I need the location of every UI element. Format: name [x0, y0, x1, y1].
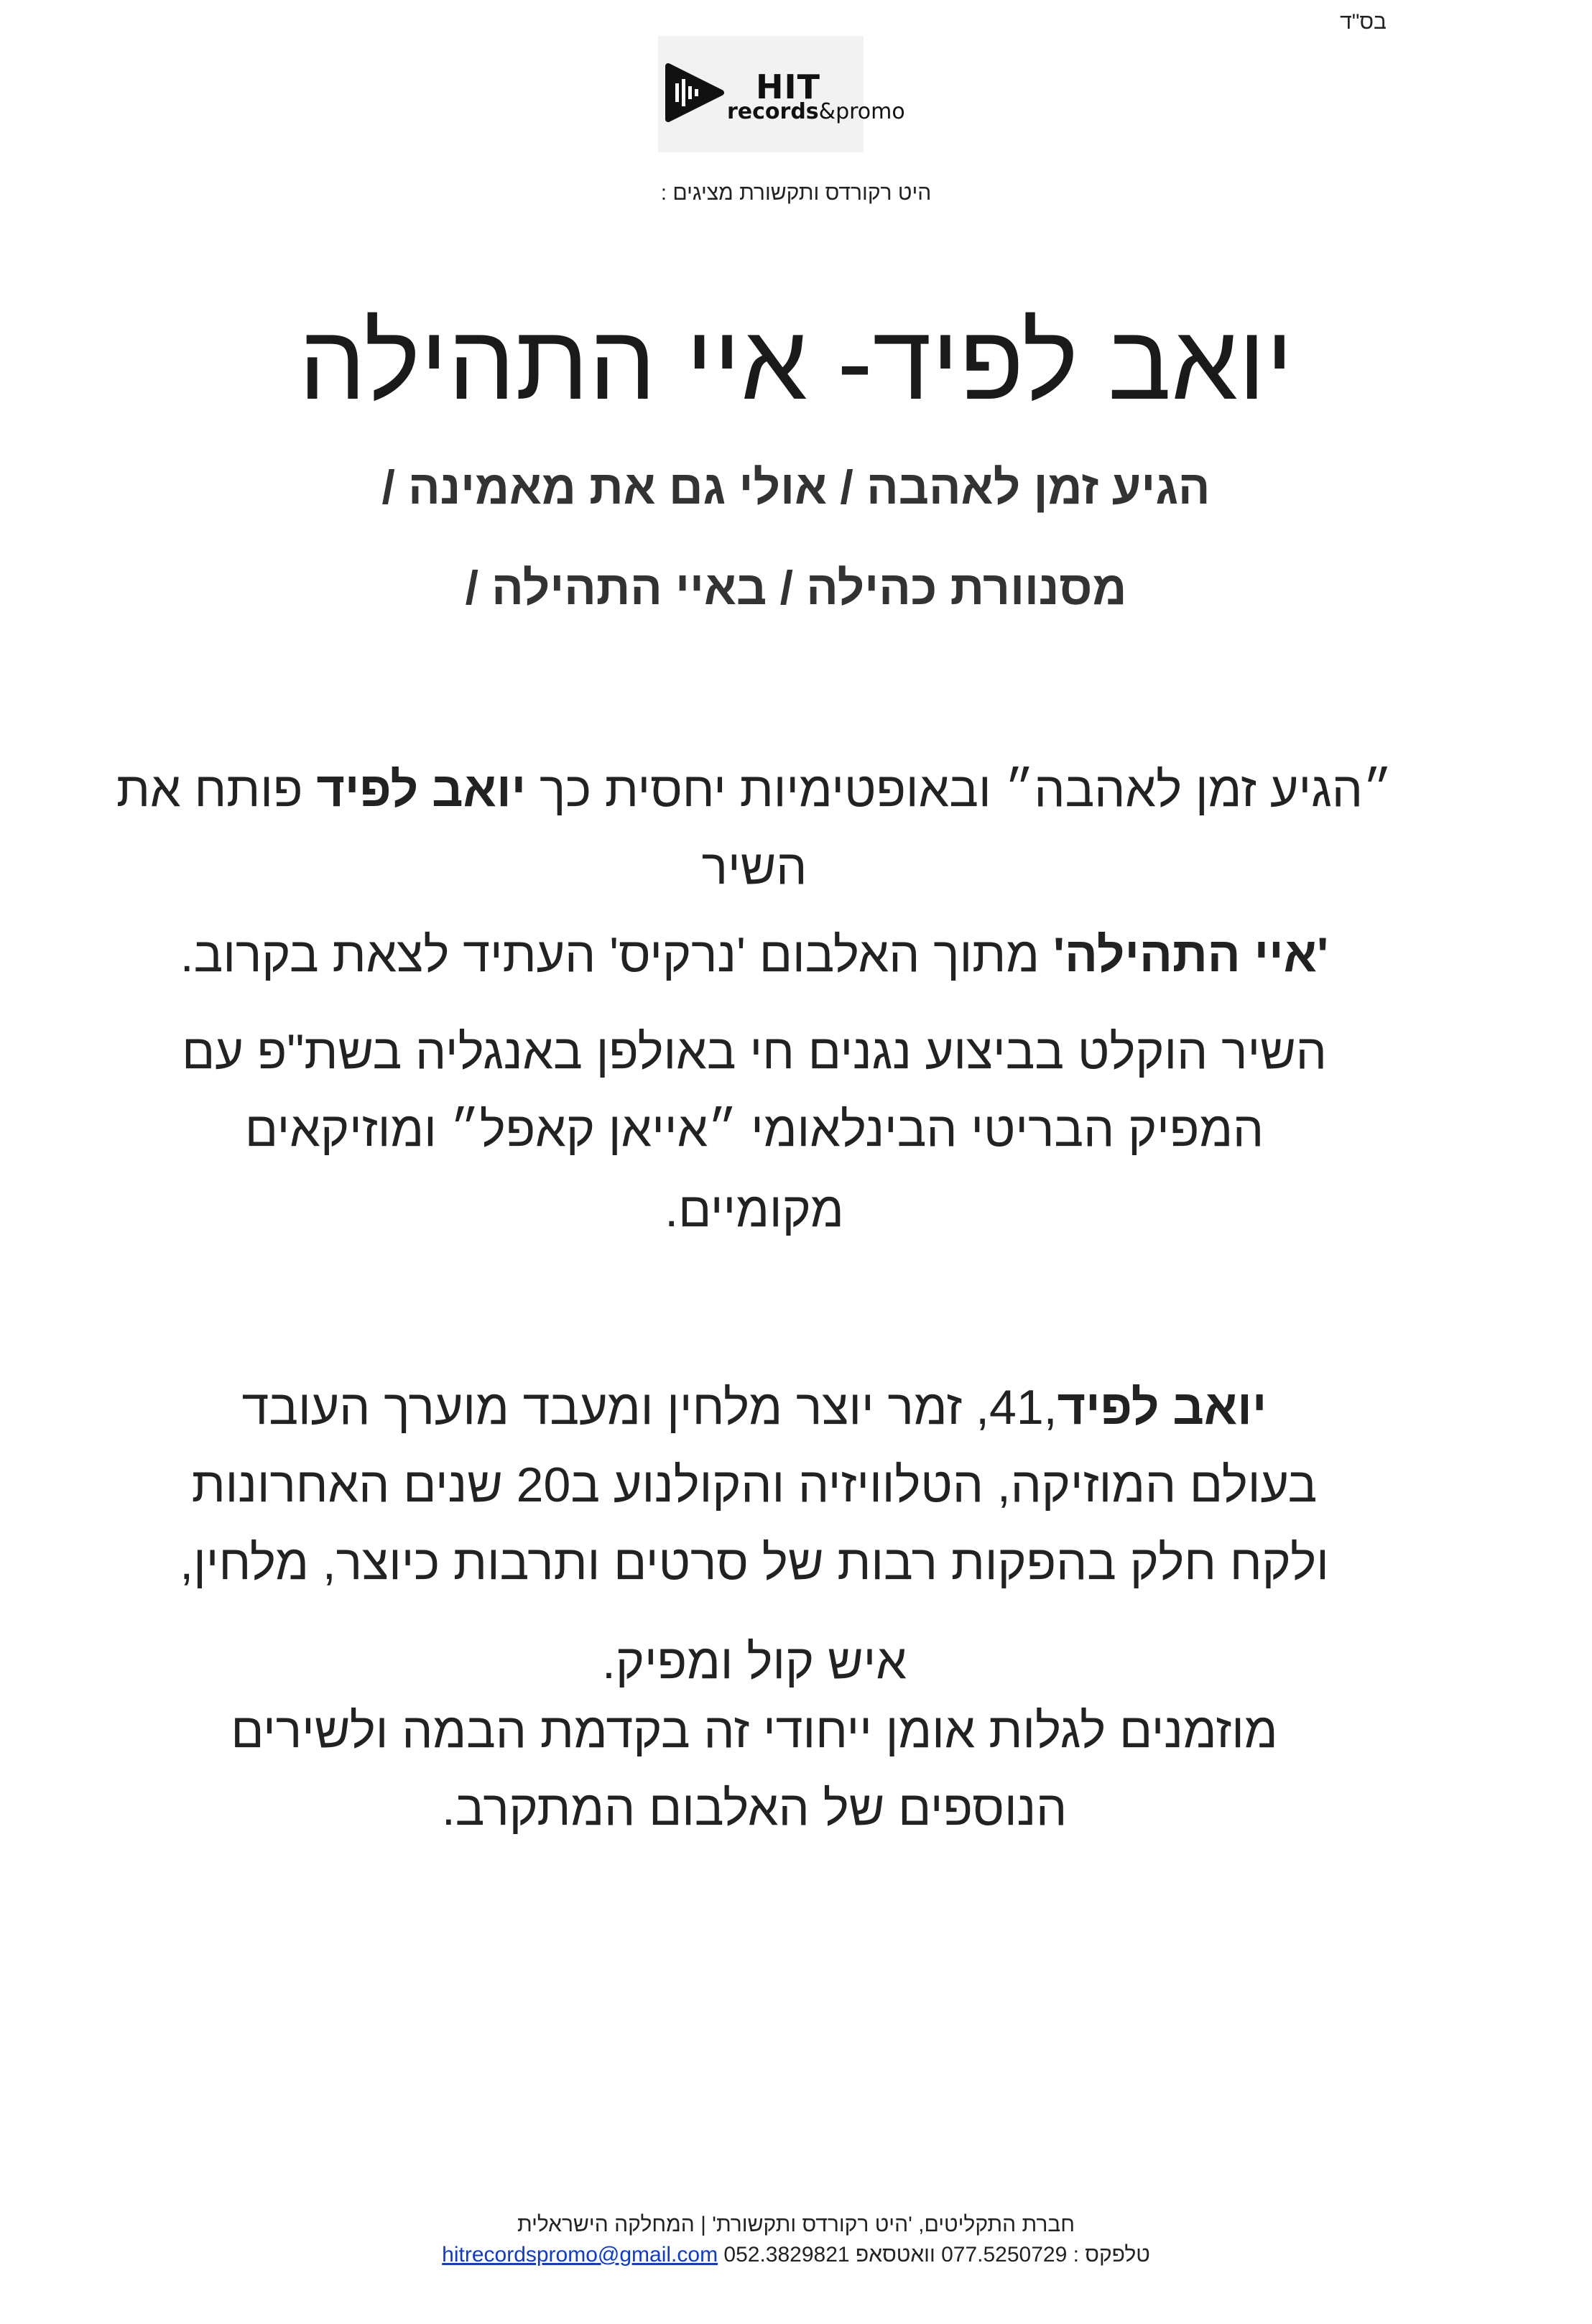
- p4-line-4: איש קול ומפיק.: [601, 1634, 907, 1689]
- p4-line-1: [115, 1369, 1394, 1446]
- presents-line: היט רקורדס ותקשורת מציגים :: [660, 181, 932, 205]
- paragraph-recording: [115, 1013, 1394, 1249]
- p5-line-1: מוזמנים לגלות אומן ייחודי זה בקדמת הבמה ולשירים: [231, 1703, 1278, 1758]
- company-logo: [658, 36, 905, 152]
- logo-promo-text: &promo: [818, 99, 905, 124]
- paragraph-intro: [115, 751, 1394, 906]
- footer-company-line: חברת התקליטים, 'היט רקורדס ותקשורת' | המחלקה הישראלית: [517, 2213, 1075, 2236]
- corner-mark: בס"ד: [1340, 10, 1387, 34]
- p4-artist-name: יואב לפיד: [1057, 1380, 1267, 1435]
- page-title: יואב לפיד- איי התהילה: [298, 303, 1294, 422]
- p1-text-b: פותח את השיר: [116, 762, 807, 894]
- footer-phones: טלפקס : 077.5250729 וואטסאפ 052.3829821: [723, 2243, 1150, 2267]
- p1-text-a: ״הגיע זמן לאהבה״ ובאופטימיות יחסית כך: [526, 762, 1393, 817]
- footer-email-link[interactable]: hitrecordspromo@gmail.com: [442, 2243, 718, 2267]
- songs-line-1: הגיע זמן לאהבה / אולי גם את מאמינה /: [381, 460, 1211, 514]
- paragraph-album: [115, 916, 1394, 994]
- p3-line-1: השיר הוקלט בביצוע נגנים חי באולפן באנגליה בשת"פ עם: [182, 1024, 1327, 1079]
- p4-line-2: בעולם המוזיקה, הטלוויזיה והקולנוע ב20 שנים האחרונות: [191, 1458, 1318, 1512]
- logo-word-hit: HIT: [756, 68, 820, 106]
- logo-word-records: [727, 99, 905, 124]
- footer-contact-line: [0, 2243, 1592, 2267]
- p3-line-2: המפיק הבריטי הבינלאומי ״אייאן קאפל״ ומוזיקאים: [244, 1102, 1264, 1157]
- p5-line-2: הנוספים של האלבום המתקרב.: [441, 1781, 1068, 1835]
- paragraph-bio: [115, 1369, 1394, 1700]
- p2-song-name: 'איי התהילה': [1052, 927, 1329, 982]
- p4-line-3: ולקח חלק בהפקות רבות של סרטים ותרבות כיוצר, מלחין,: [180, 1535, 1329, 1590]
- p1-artist-name: יואב לפיד: [316, 762, 527, 817]
- p2-text: מתוך האלבום 'נרקיס' העתיד לצאת בקרוב.: [180, 927, 1053, 982]
- p3-line-3: מקומיים.: [665, 1182, 844, 1237]
- songs-line-2: מסנוורת כהילה / באיי התהילה /: [465, 561, 1127, 614]
- play-logo-icon: [664, 62, 726, 124]
- paragraph-invite: [115, 1692, 1394, 1847]
- p4-line-1-text: ,41, זמר יוצר מלחין ומעבד מוערך העובד: [241, 1380, 1058, 1435]
- logo-records-text: records: [727, 99, 819, 124]
